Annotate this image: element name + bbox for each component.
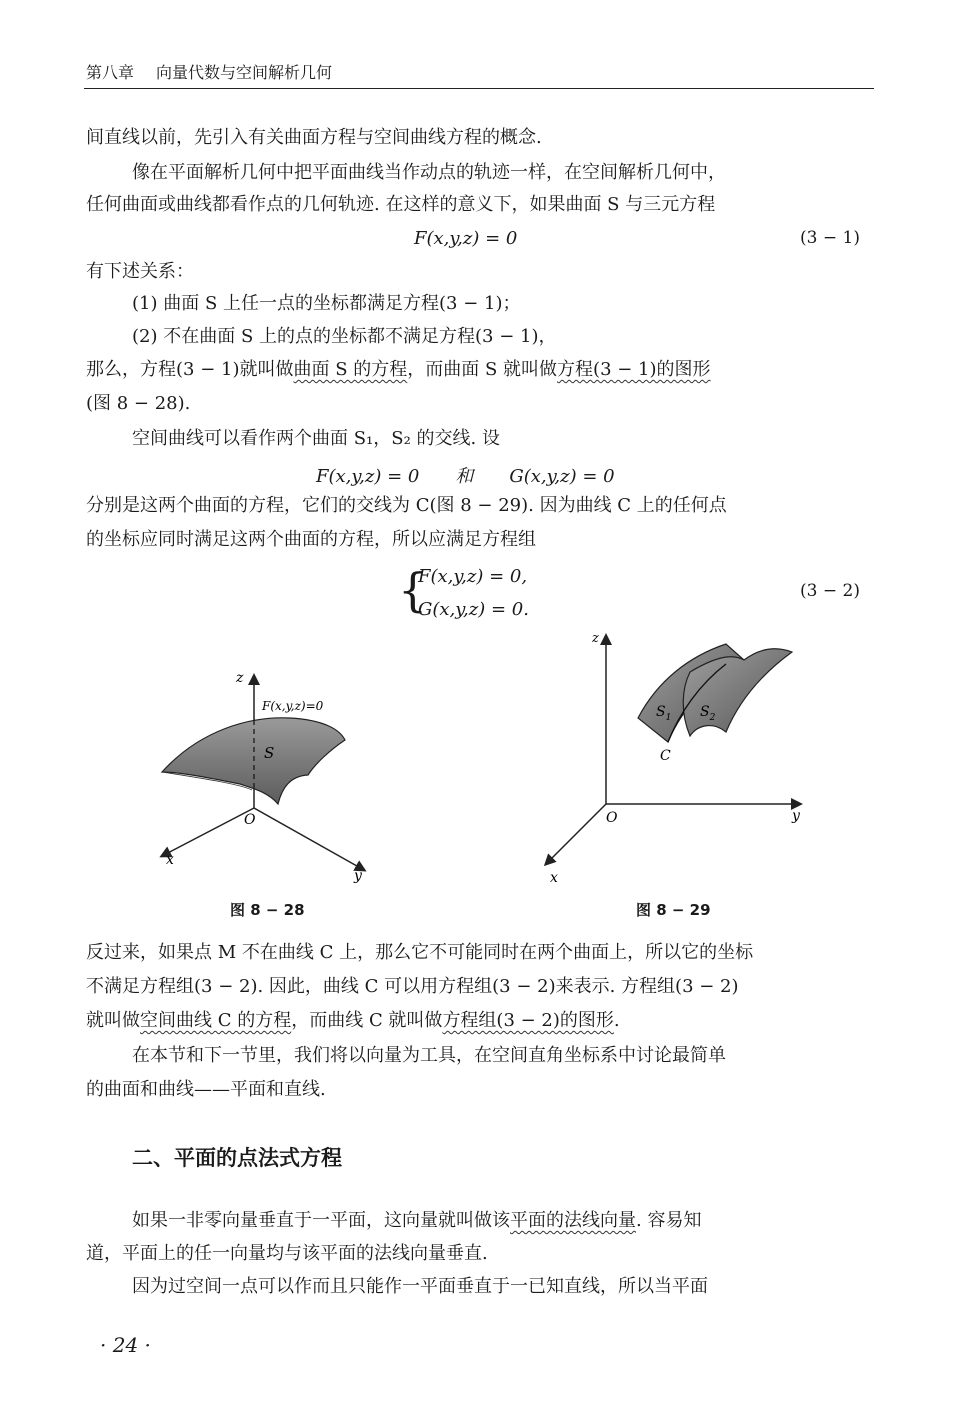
equation-3-2b: G(x,y,z) = 0. xyxy=(418,599,529,620)
text-run: 如果一非零向量垂直于一平面，这向量就叫做该 xyxy=(132,1210,510,1231)
text-line: 的曲面和曲线——平面和直线. xyxy=(86,1079,326,1100)
surface-label: S xyxy=(264,744,275,762)
s2-label: $S_2$ xyxy=(700,704,716,723)
system-brace: { xyxy=(398,563,428,617)
text-line: 的坐标应同时满足这两个曲面的方程，所以应满足方程组 xyxy=(86,529,536,550)
emphasis-term: 空间曲线 C 的方程 xyxy=(140,1010,292,1031)
figure-caption: 图 8 − 29 xyxy=(636,901,711,919)
x-axis xyxy=(162,808,254,856)
text-line: (图 8 − 28). xyxy=(86,393,191,414)
text-line: 有下述关系： xyxy=(86,261,194,282)
chapter-title: 向量代数与空间解析几何 xyxy=(156,63,333,82)
x-axis xyxy=(546,804,606,864)
text-run: ，而曲面 S 就叫做 xyxy=(407,359,558,380)
figure-8-29 xyxy=(530,624,820,888)
text-line: 间直线以前，先引入有关曲面方程与空间曲线方程的概念. xyxy=(86,127,542,148)
figure-caption: 图 8 − 28 xyxy=(230,901,305,919)
x-label: x xyxy=(166,852,174,868)
list-item: (2) 不在曲面 S 上的点的坐标都不满足方程(3 − 1)， xyxy=(132,326,557,347)
surface-equation-label: F(x,y,z)=0 xyxy=(262,699,324,713)
equation-3-2a: F(x,y,z) = 0, xyxy=(418,566,528,587)
header-rule xyxy=(84,88,874,89)
list-item: (1) 曲面 S 上任一点的坐标都满足方程(3 − 1)； xyxy=(132,293,521,314)
text-line: 道，平面上的任一向量均与该平面的法线向量垂直. xyxy=(86,1243,488,1264)
s1-label: $S_1$ xyxy=(656,704,672,723)
text-line: 因为过空间一点可以作而且只能作一平面垂直于一已知直线，所以当平面 xyxy=(132,1276,708,1297)
text-run: ，而曲线 C 就叫做 xyxy=(291,1010,443,1031)
figure-8-28 xyxy=(140,660,400,890)
text-run: 那么，方程(3 − 1)就叫做 xyxy=(86,359,294,380)
text-line xyxy=(86,1009,620,1033)
page-number: · 24 · xyxy=(100,1333,151,1357)
chapter-label: 第八章 xyxy=(86,63,135,82)
text-line: 在本节和下一节里，我们将以向量为工具，在空间直角坐标系中讨论最简单 xyxy=(132,1045,726,1066)
emphasis-term: 方程组(3 − 2)的图形 xyxy=(442,1010,614,1031)
y-label: y xyxy=(792,808,800,824)
origin-label: O xyxy=(244,812,256,828)
y-axis xyxy=(254,808,364,870)
emphasis-term: 方程(3 − 1)的图形 xyxy=(557,359,711,380)
text-line: 任何曲面或曲线都看作点的几何轨迹. 在这样的意义下，如果曲面 S 与三元方程 xyxy=(86,194,716,215)
curve-c-label: C xyxy=(660,748,671,764)
equation-pair: F(x,y,z) = 0 和 G(x,y,z) = 0 xyxy=(316,466,615,487)
text-line: 不满足方程组(3 − 2). 因此，曲线 C 可以用方程组(3 − 2)来表示. 方程组(3 − 2) xyxy=(86,976,739,997)
text-line xyxy=(132,1209,701,1233)
text-line: 像在平面解析几何中把平面曲线当作动点的轨迹一样，在空间解析几何中， xyxy=(132,162,726,183)
section-heading: 二、平面的点法式方程 xyxy=(132,1146,342,1170)
equation-number: (3 − 1) xyxy=(800,228,860,248)
running-header xyxy=(86,60,354,83)
z-label: z xyxy=(236,670,244,686)
text-run: . xyxy=(613,1010,620,1031)
y-label: y xyxy=(354,868,362,884)
text-line: 反过来，如果点 M 不在曲线 C 上，那么它不可能同时在两个曲面上，所以它的坐标 xyxy=(86,942,754,963)
text-line: 分别是这两个曲面的方程，它们的交线为 C(图 8 − 29). 因为曲线 C 上的任何点 xyxy=(86,495,727,516)
text-run: 就叫做 xyxy=(86,1010,140,1031)
z-label: z xyxy=(592,631,599,646)
origin-label: O xyxy=(606,810,618,826)
text-run: . 容易知 xyxy=(636,1210,702,1231)
emphasis-term: 平面的法线向量 xyxy=(510,1210,636,1231)
text-line xyxy=(86,358,711,382)
text-line: 空间曲线可以看作两个曲面 S₁，S₂ 的交线. 设 xyxy=(132,428,500,449)
equation-number: (3 − 2) xyxy=(800,581,860,601)
emphasis-term: 曲面 S 的方程 xyxy=(293,359,408,380)
x-label: x xyxy=(550,870,558,886)
equation-3-1: F(x,y,z) = 0 xyxy=(414,228,518,249)
